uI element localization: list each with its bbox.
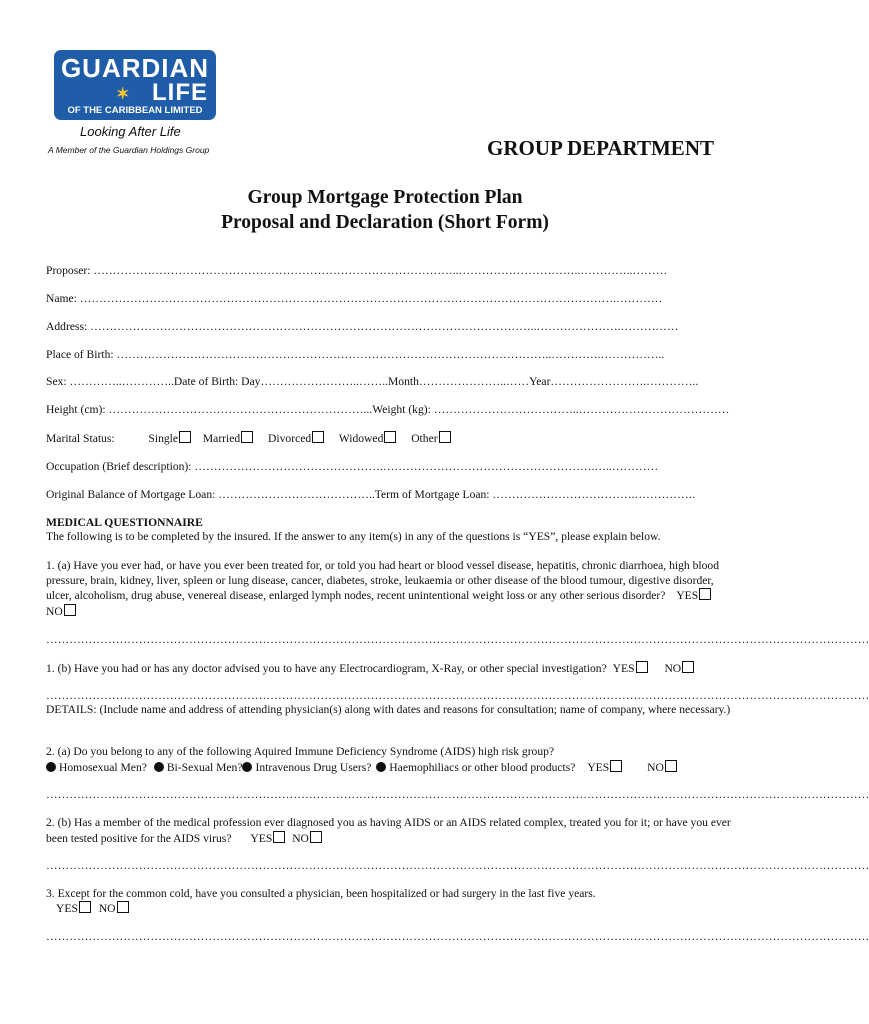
group-haemophiliacs: Haemophiliacs or other blood products?	[389, 761, 576, 774]
address-field[interactable]: Address: ……………………………………………………………………………………………………..………………….……………	[46, 320, 679, 333]
details-instruction: DETAILS: (Include name and address of attending physician(s) along with dates and reasons for consultation; name of company, where necessary.)	[46, 703, 731, 716]
question-1a	[46, 559, 734, 619]
logo-tagline: Looking After Life	[80, 124, 181, 139]
medical-questionnaire-heading: MEDICAL QUESTIONNAIRE	[46, 516, 203, 529]
q2a-answer-line[interactable]: ……………………………………………………………………………………………………………………………………………………………………………………………	[46, 788, 869, 801]
group-bisexual-men: Bi-Sexual Men?	[166, 761, 243, 774]
marital-single-label: Single	[148, 432, 179, 445]
questionnaire-intro: The following is to be completed by the insured. If the answer to any item(s) in any of the questions is “YES”, please explain below.	[46, 530, 661, 543]
marital-divorced-label: Divorced	[268, 432, 312, 445]
marital-other-label: Other	[411, 432, 438, 445]
name-field[interactable]: Name: ………………………………………………………………………………………………………………………….…………	[46, 292, 663, 305]
star-icon: ✶	[116, 86, 130, 103]
marital-widowed-checkbox[interactable]	[384, 431, 396, 443]
q1b-answer-line[interactable]: ……………………………………………………………………………………………………………………………………………………………………………………………	[46, 689, 869, 702]
q1a-yes-checkbox[interactable]	[699, 588, 711, 600]
marital-single-checkbox[interactable]	[179, 431, 191, 443]
q3-no-checkbox[interactable]	[117, 901, 129, 913]
marital-widowed-label: Widowed	[338, 432, 384, 445]
form-title-line2: Proposal and Declaration (Short Form)	[221, 212, 549, 233]
q2a-no-checkbox[interactable]	[665, 760, 677, 772]
bullet-icon	[376, 762, 386, 772]
q2b-yes-label: YES	[250, 831, 273, 845]
q2a-no-label: NO	[647, 761, 664, 774]
bullet-icon	[154, 762, 164, 772]
mortgage-row	[46, 488, 695, 502]
sex-dob-row	[46, 375, 698, 389]
weight-field[interactable]: Weight (kg): ………………………………..…………………………………	[372, 403, 730, 416]
marital-status-row	[46, 431, 451, 446]
marital-married-checkbox[interactable]	[241, 431, 253, 443]
question-2a-text: 2. (a) Do you belong to any of the following Aquired Immune Deficiency Syndrome (AIDS) high risk group?	[46, 745, 555, 758]
group-homosexual-men: Homosexual Men?	[59, 761, 147, 774]
logo-line1: GUARDIAN	[60, 53, 210, 83]
q1a-no-label: NO	[46, 604, 63, 618]
question-2a-groups	[46, 760, 677, 775]
sex-field[interactable]: Sex: …………..…………..	[46, 375, 174, 388]
year-field[interactable]: Year…………………….…………..	[529, 375, 699, 388]
q3-yes-checkbox[interactable]	[79, 901, 91, 913]
height-weight-row	[46, 403, 729, 417]
occupation-field[interactable]: Occupation (Brief description): ………………………………………….……………………………………………….…..…………	[46, 460, 659, 473]
original-balance-field[interactable]: Original Balance of Mortgage Loan: …………………………………..	[46, 488, 375, 501]
marital-other-checkbox[interactable]	[439, 431, 451, 443]
marital-status-label: Marital Status:	[46, 432, 115, 445]
q1b-yes-label: YES	[612, 662, 635, 675]
group-iv-drug-users: Intravenous Drug Users?	[255, 761, 372, 774]
q1a-no-checkbox[interactable]	[64, 604, 76, 616]
question-2b-text: 2. (b) Has a member of the medical profession ever diagnosed you as having AIDS or an AIDS related complex, treated you for it; or have you ever been tested positive for the AIDS virus?	[46, 816, 731, 845]
q2a-yes-label: YES	[587, 761, 610, 774]
q2b-answer-line[interactable]: ……………………………………………………………………………………………………………………………………………………………………………………………	[46, 859, 869, 872]
q3-yes-label: YES	[56, 902, 78, 915]
logo-line3: OF THE CARIBBEAN LIMITED	[67, 105, 203, 116]
place-of-birth-field[interactable]: Place of Birth: …………………………………………………………………………………………………..………….……………..	[46, 348, 665, 361]
form-title-line1: Group Mortgage Protection Plan	[247, 187, 523, 208]
question-1b-text: 1. (b) Have you had or has any doctor advised you to have any Electrocardiogram, X-Ray, or other special investigation?	[46, 662, 607, 675]
logo-line2: LIFE	[152, 79, 208, 106]
date-of-birth-day-field[interactable]: Date of Birth: Day……………………..……..	[173, 375, 388, 388]
question-2b	[46, 816, 734, 846]
question-1a-text: 1. (a) Have you ever had, or have you ever been treated for, or told you had heart or blood vessel disease, hepatitis, chronic diarrhoea, high blood pressure, brain, kidney, liver, spleen or lung disease, cancer, diabetes, stroke, leukaemia or other disease of the blood tumour, digestive disorder, ulcer, alcoholism, drug abuse, venereal disease, enlarged lymph nodes, recent unintentional weight loss or any other serious disorder?	[46, 559, 720, 602]
marital-divorced-checkbox[interactable]	[312, 431, 324, 443]
question-3-text: 3. Except for the common cold, have you consulted a physician, been hospitalized or had surgery in the last five years.	[46, 887, 596, 900]
month-field[interactable]: Month…………………..……	[388, 375, 530, 388]
q2b-no-checkbox[interactable]	[310, 831, 322, 843]
question-1b	[46, 661, 694, 676]
height-field[interactable]: Height (cm): …………………………………………………………...	[46, 403, 373, 416]
q1b-no-label: NO	[664, 662, 682, 675]
q1a-answer-line[interactable]: ……………………………………………………………………………………………………………………………………………………………………………………………	[46, 633, 869, 646]
bullet-icon	[46, 762, 56, 772]
q2a-yes-checkbox[interactable]	[610, 760, 622, 772]
q2b-yes-checkbox[interactable]	[273, 831, 285, 843]
question-3-options	[56, 901, 129, 916]
bullet-icon	[242, 762, 252, 772]
logo-member-text: A Member of the Guardian Holdings Group	[48, 145, 210, 155]
q3-no-label: NO	[98, 902, 116, 915]
term-of-loan-field[interactable]: Term of Mortgage Loan: ……………………………….…………….	[374, 488, 696, 501]
q1b-yes-checkbox[interactable]	[636, 661, 648, 673]
proposer-field[interactable]: Proposer: …………………………………………………………………………………..…………………………..…………..………	[46, 264, 668, 277]
q3-answer-line[interactable]: ……………………………………………………………………………………………………………………………………………………………………………………………	[46, 930, 869, 943]
q2b-no-label: NO	[292, 831, 309, 845]
department-heading: GROUP DEPARTMENT	[487, 136, 714, 160]
q1a-yes-label: YES	[676, 589, 699, 602]
q1b-no-checkbox[interactable]	[682, 661, 694, 673]
company-logo	[54, 50, 216, 120]
marital-married-label: Married	[202, 432, 241, 445]
